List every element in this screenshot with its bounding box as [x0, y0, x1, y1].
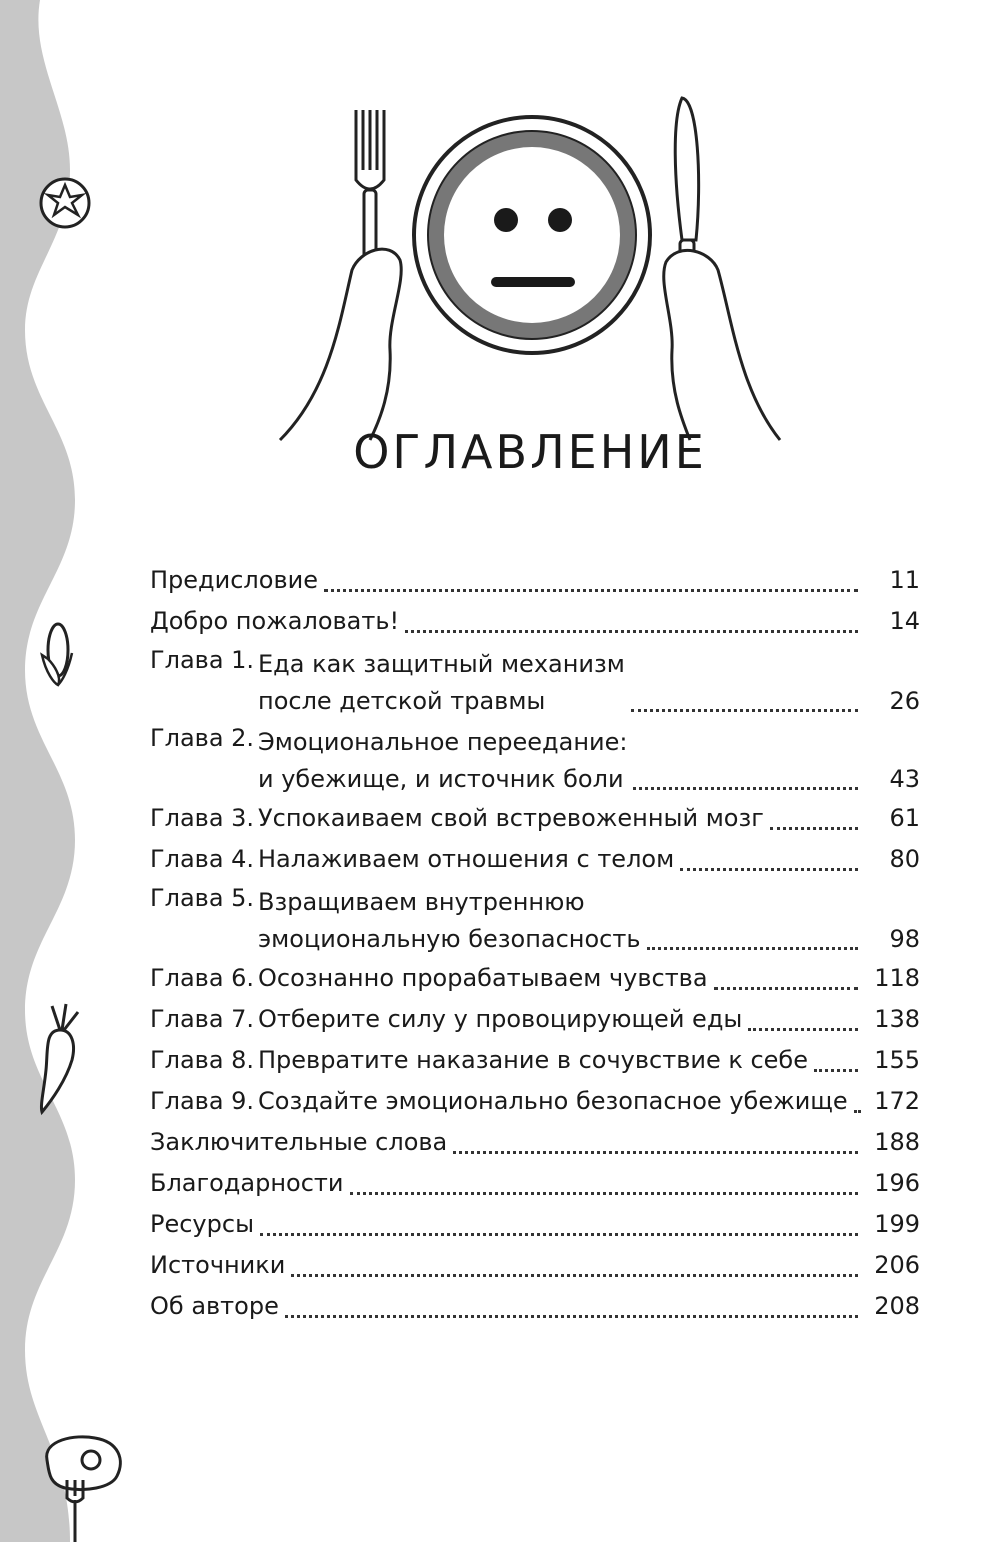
dot-leader [714, 975, 858, 990]
chapter-number: Глава 9. [150, 1087, 255, 1115]
carrot-icon [30, 1000, 90, 1120]
toc-label [258, 646, 625, 720]
dot-leader [453, 1139, 858, 1154]
dot-leader [680, 856, 858, 871]
steak-and-fork-icon [35, 1430, 130, 1542]
right-hand-icon [664, 250, 780, 440]
toc-label: Благодарности [150, 1169, 344, 1197]
dot-leader [647, 935, 859, 950]
dot-leader [405, 618, 858, 633]
toc-row[interactable] [150, 642, 920, 720]
toc-page-number: 98 [889, 925, 920, 953]
toc-page-number: 138 [874, 1005, 920, 1033]
dot-leader [350, 1180, 859, 1195]
toc-page-number: 206 [874, 1251, 920, 1279]
toc-label-line: после детской травмы [258, 687, 546, 715]
toc-label: Успокаиваем свой встревоженный мозг [258, 804, 764, 832]
toc-page-number: 14 [889, 607, 920, 635]
toc-row[interactable] [150, 560, 920, 601]
toc-page-number: 196 [874, 1169, 920, 1197]
toc-page-number: 188 [874, 1128, 920, 1156]
corn-icon [28, 615, 83, 690]
toc-label [258, 724, 627, 798]
toc-page-number: 172 [874, 1087, 920, 1115]
toc-label-line: Эмоциональное переедание: [258, 728, 628, 756]
toc-row[interactable] [150, 1163, 920, 1204]
chapter-number: Глава 1. [150, 646, 255, 674]
toc-row[interactable] [150, 720, 920, 798]
table-of-contents [150, 560, 920, 1327]
toc-page-number: 199 [874, 1210, 920, 1238]
toc-label: Добро пожаловать! [150, 607, 400, 635]
toc-row[interactable] [150, 1040, 920, 1081]
chapter-number: Глава 8. [150, 1046, 255, 1074]
dot-leader [291, 1262, 858, 1277]
toc-label-line: и убежище, и источник боли [258, 765, 624, 793]
toc-row[interactable] [150, 1286, 920, 1327]
toc-label-line: эмоциональную безопасность [258, 925, 641, 953]
fork-icon [356, 110, 384, 260]
dot-leader [285, 1303, 858, 1318]
toc-page-number: 26 [889, 687, 920, 715]
plate-illustration [270, 90, 790, 450]
chapter-number: Глава 2. [150, 724, 255, 752]
tomato-icon [30, 165, 100, 235]
chapter-number: Глава 3. [150, 804, 255, 832]
toc-row[interactable] [150, 601, 920, 642]
dot-leader [631, 697, 858, 712]
toc-page-number: 43 [889, 765, 920, 793]
toc-row[interactable] [150, 880, 920, 958]
chapter-number: Глава 7. [150, 1005, 255, 1033]
toc-row[interactable] [150, 839, 920, 880]
dot-leader [814, 1057, 858, 1072]
toc-row[interactable] [150, 999, 920, 1040]
page-title: ОГЛАВЛЕНИЕ [353, 425, 707, 479]
toc-label: Источники [150, 1251, 286, 1279]
left-hand-icon [280, 249, 401, 440]
toc-label: Осознанно прорабатываем чувства [258, 964, 708, 992]
dot-leader [324, 577, 858, 592]
toc-row[interactable] [150, 958, 920, 999]
dot-leader [854, 1098, 858, 1113]
toc-label: Отберите силу у провоцирующей еды [258, 1005, 743, 1033]
toc-label: Превратите наказание в сочувствие к себе [258, 1046, 808, 1074]
dot-leader [260, 1221, 858, 1236]
chapter-number: Глава 4. [150, 845, 255, 873]
toc-row[interactable] [150, 1081, 920, 1122]
toc-label-line: Еда как защитный механизм [258, 650, 625, 678]
toc-label-line: Взращиваем внутреннюю [258, 888, 585, 916]
toc-page-number: 208 [874, 1292, 920, 1320]
toc-label: Создайте эмоционально безопасное убежище [258, 1087, 848, 1115]
dot-leader [748, 1016, 858, 1031]
toc-label [258, 884, 641, 958]
toc-row[interactable] [150, 1122, 920, 1163]
toc-label: Налаживаем отношения с телом [258, 845, 675, 873]
toc-row[interactable] [150, 1204, 920, 1245]
toc-label: Об авторе [150, 1292, 279, 1320]
chapter-number: Глава 6. [150, 964, 255, 992]
toc-page-number: 11 [889, 566, 920, 594]
plate-icon [414, 117, 650, 353]
toc-label: Ресурсы [150, 1210, 255, 1238]
toc-label: Предисловие [150, 566, 318, 594]
dot-leader [770, 815, 858, 830]
chapter-number: Глава 5. [150, 884, 255, 912]
dot-leader [633, 775, 858, 790]
toc-row[interactable] [150, 1245, 920, 1286]
toc-page-number: 61 [889, 804, 920, 832]
toc-label: Заключительные слова [150, 1128, 448, 1156]
toc-page-number: 155 [874, 1046, 920, 1074]
toc-page-number: 80 [889, 845, 920, 873]
toc-row[interactable] [150, 798, 920, 839]
toc-page-number: 118 [874, 964, 920, 992]
